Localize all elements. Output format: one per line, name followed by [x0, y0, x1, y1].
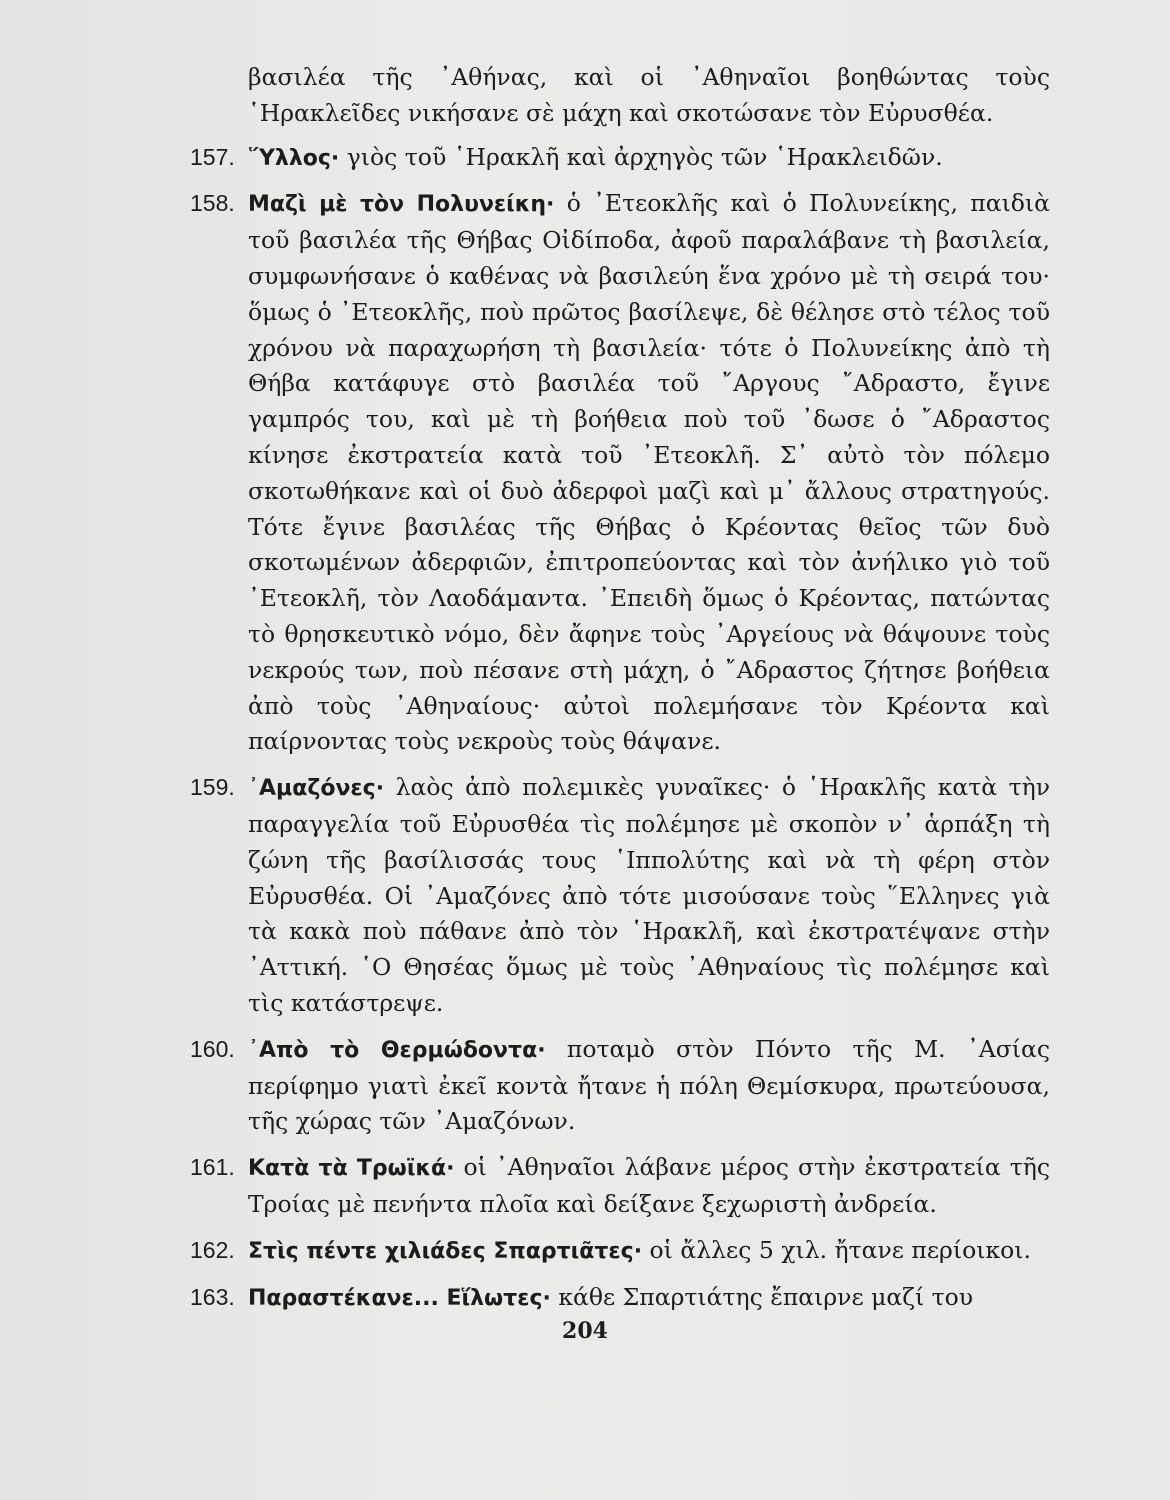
note-text: κάθε Σπαρτιάτης ἔπαιρνε μαζί του: [550, 1282, 974, 1311]
note-text: οἱ ᾿Αθηναῖοι λάβανε μέρος στὴν ἐκστρατεία τῆς Τροίας μὲ πενήντα πλοῖα καὶ δείξανε ξεχωριστὴ ἀνδρεία.: [248, 1153, 1050, 1218]
continuation-paragraph: βασιλέα τῆς ᾿Αθήνας, καὶ οἱ ᾿Αθηναῖοι βοηθώντας τοὺς ῾Ηρακλεῖδες νικήσανε σὲ μάχη καὶ σκοτώσανε τὸν Εὐρυσθέα.: [248, 63, 1050, 127]
note-number: 158.: [190, 190, 235, 217]
note-term: ᾿Αμαζόνες·: [248, 776, 385, 802]
note-text: ποταμὸ στὸν Πόντο τῆς Μ. ᾿Ασίας περίφημο γιατὶ ἐκεῖ κοντὰ ἤτανε ἡ πόλη Θεμίσκυρα, πρωτεύουσα, τῆς χώρας τῶν ᾿Αμαζόνων.: [248, 1034, 1051, 1136]
page-number: 204: [562, 1318, 608, 1344]
note-number: 159.: [190, 774, 235, 801]
note-term: ῞Υλλος·: [248, 145, 340, 171]
notes-body: [190, 60, 1050, 1326]
note-text: λαὸς ἀπὸ πολεμικὲς γυναῖκες· ὁ ῾Ηρακλῆς κατὰ τὴν παραγγελία τοῦ Εὐρυσθέα τὶς πολέμησε μὲ σκοπὸν ν᾿ ἁρπάξη τὴ ζώνη τῆς βασίλισσάς τους ῾Ιππολύτης καὶ νὰ τὴ φέρη στὸν Εὐρυσθέα. Οἱ ᾿Αμαζόνες ἀπὸ τότε μισούσανε τοὺς ῞Ελληνες γιὰ τὰ κακὰ ποὺ πάθανε ἀπὸ τὸν ῾Ηρακλῆ, καὶ ἐκστρατέψανε στὴν ᾿Αττική. ῾Ο Θησέας ὅμως μὲ τοὺς ᾿Αθηναίους τὶς πολέμησε καὶ τὶς κατάστρεψε.: [248, 773, 1050, 1017]
note-text: γιὸς τοῦ ῾Ηρακλῆ καὶ ἀρχηγὸς τῶν ῾Ηρακλειδῶν.: [339, 142, 943, 171]
note-161: [190, 1150, 1050, 1223]
note-number: 162.: [190, 1236, 235, 1263]
note-text: οἱ ἄλλες 5 χιλ. ἤτανε περίοικοι.: [642, 1235, 1031, 1264]
note-text: ὁ ᾿Ετεοκλῆς καὶ ὁ Πολυνείκης, παιδιὰ τοῦ βασιλέα τῆς Θήβας Οἰδίποδα, ἀφοῦ παραλάβανε τὴ βασιλεία, συμφωνήσανε ὁ καθένας νὰ βασιλεύη ἕνα χρόνο μὲ τὴ σειρά του· ὅμως ὁ ᾿Ετεοκλῆς, ποὺ πρῶτος βασίλεψε, δὲ θέλησε στὸ τέλος τοῦ χρόνου νὰ παραχωρήση τὴ βασιλεία· τότε ὁ Πολυνείκης ἀπὸ τὴ Θήβα κατάφυγε στὸ βασιλέα τοῦ ῎Αργους ῎Αδραστο, ἔγινε γαμπρός του, καὶ μὲ τὴ βοήθεια ποὺ τοῦ ᾿δωσε ὁ ῎Αδραστος κίνησε ἐκστρατεία κατὰ τοῦ ᾿Ετεοκλῆ. Σ᾿ αὐτὸ τὸν πόλεμο σκοτωθήκανε καὶ οἱ δυὸ ἀδερφοὶ μαζὶ καὶ μ᾿ ἄλλους στρατηγούς. Τότε ἔγινε βασιλέας τῆς Θήβας ὁ Κρέοντας θεῖος τῶν δυὸ σκοτωμένων ἀδερφιῶν, ἐπιτροπεύοντας καὶ τὸν ἀνήλικο γιὸ τοῦ ᾿Ετεοκλῆ, τὸν Λαοδάμαντα. ᾿Επειδὴ ὅμως ὁ Κρέοντας, πατώντας τὸ θρησκευτικὸ νόμο, δὲν ἄφηνε τοὺς ᾿Αργείους νὰ θάψουνε τοὺς νεκρούς των, ποὺ πέσανε στὴ μάχη, ὁ ῎Αδραστος ζήτησε βοήθεια ἀπὸ τοὺς ᾿Αθηναίους· αὐτοὶ πολεμήσανε τὸν Κρέοντα καὶ παίρνοντας τοὺς νεκροὺς τοὺς θάψανε.: [248, 189, 1051, 756]
note-157: [190, 140, 1050, 177]
note-159: [190, 770, 1050, 1022]
note-162: [190, 1233, 1050, 1270]
note-158: [190, 186, 1050, 760]
note-term: ᾿Απὸ τὸ Θερμώδοντα·: [248, 1037, 546, 1063]
note-160: [190, 1032, 1050, 1140]
note-number: 163.: [190, 1283, 235, 1310]
note-term: Μαζὶ μὲ τὸν Πολυνείκη·: [248, 192, 555, 218]
note-number: 161.: [190, 1154, 235, 1181]
note-term: Στὶς πέντε χιλιάδες Σπαρτιᾶτες·: [248, 1238, 643, 1264]
note-number: 157.: [190, 143, 235, 170]
note-term: Παραστέκανε... Εἵλωτες·: [248, 1285, 551, 1311]
note-term: Κατὰ τὰ Τρωϊκά·: [248, 1156, 455, 1182]
note-163: [190, 1280, 1050, 1317]
note-number: 160.: [190, 1035, 235, 1062]
